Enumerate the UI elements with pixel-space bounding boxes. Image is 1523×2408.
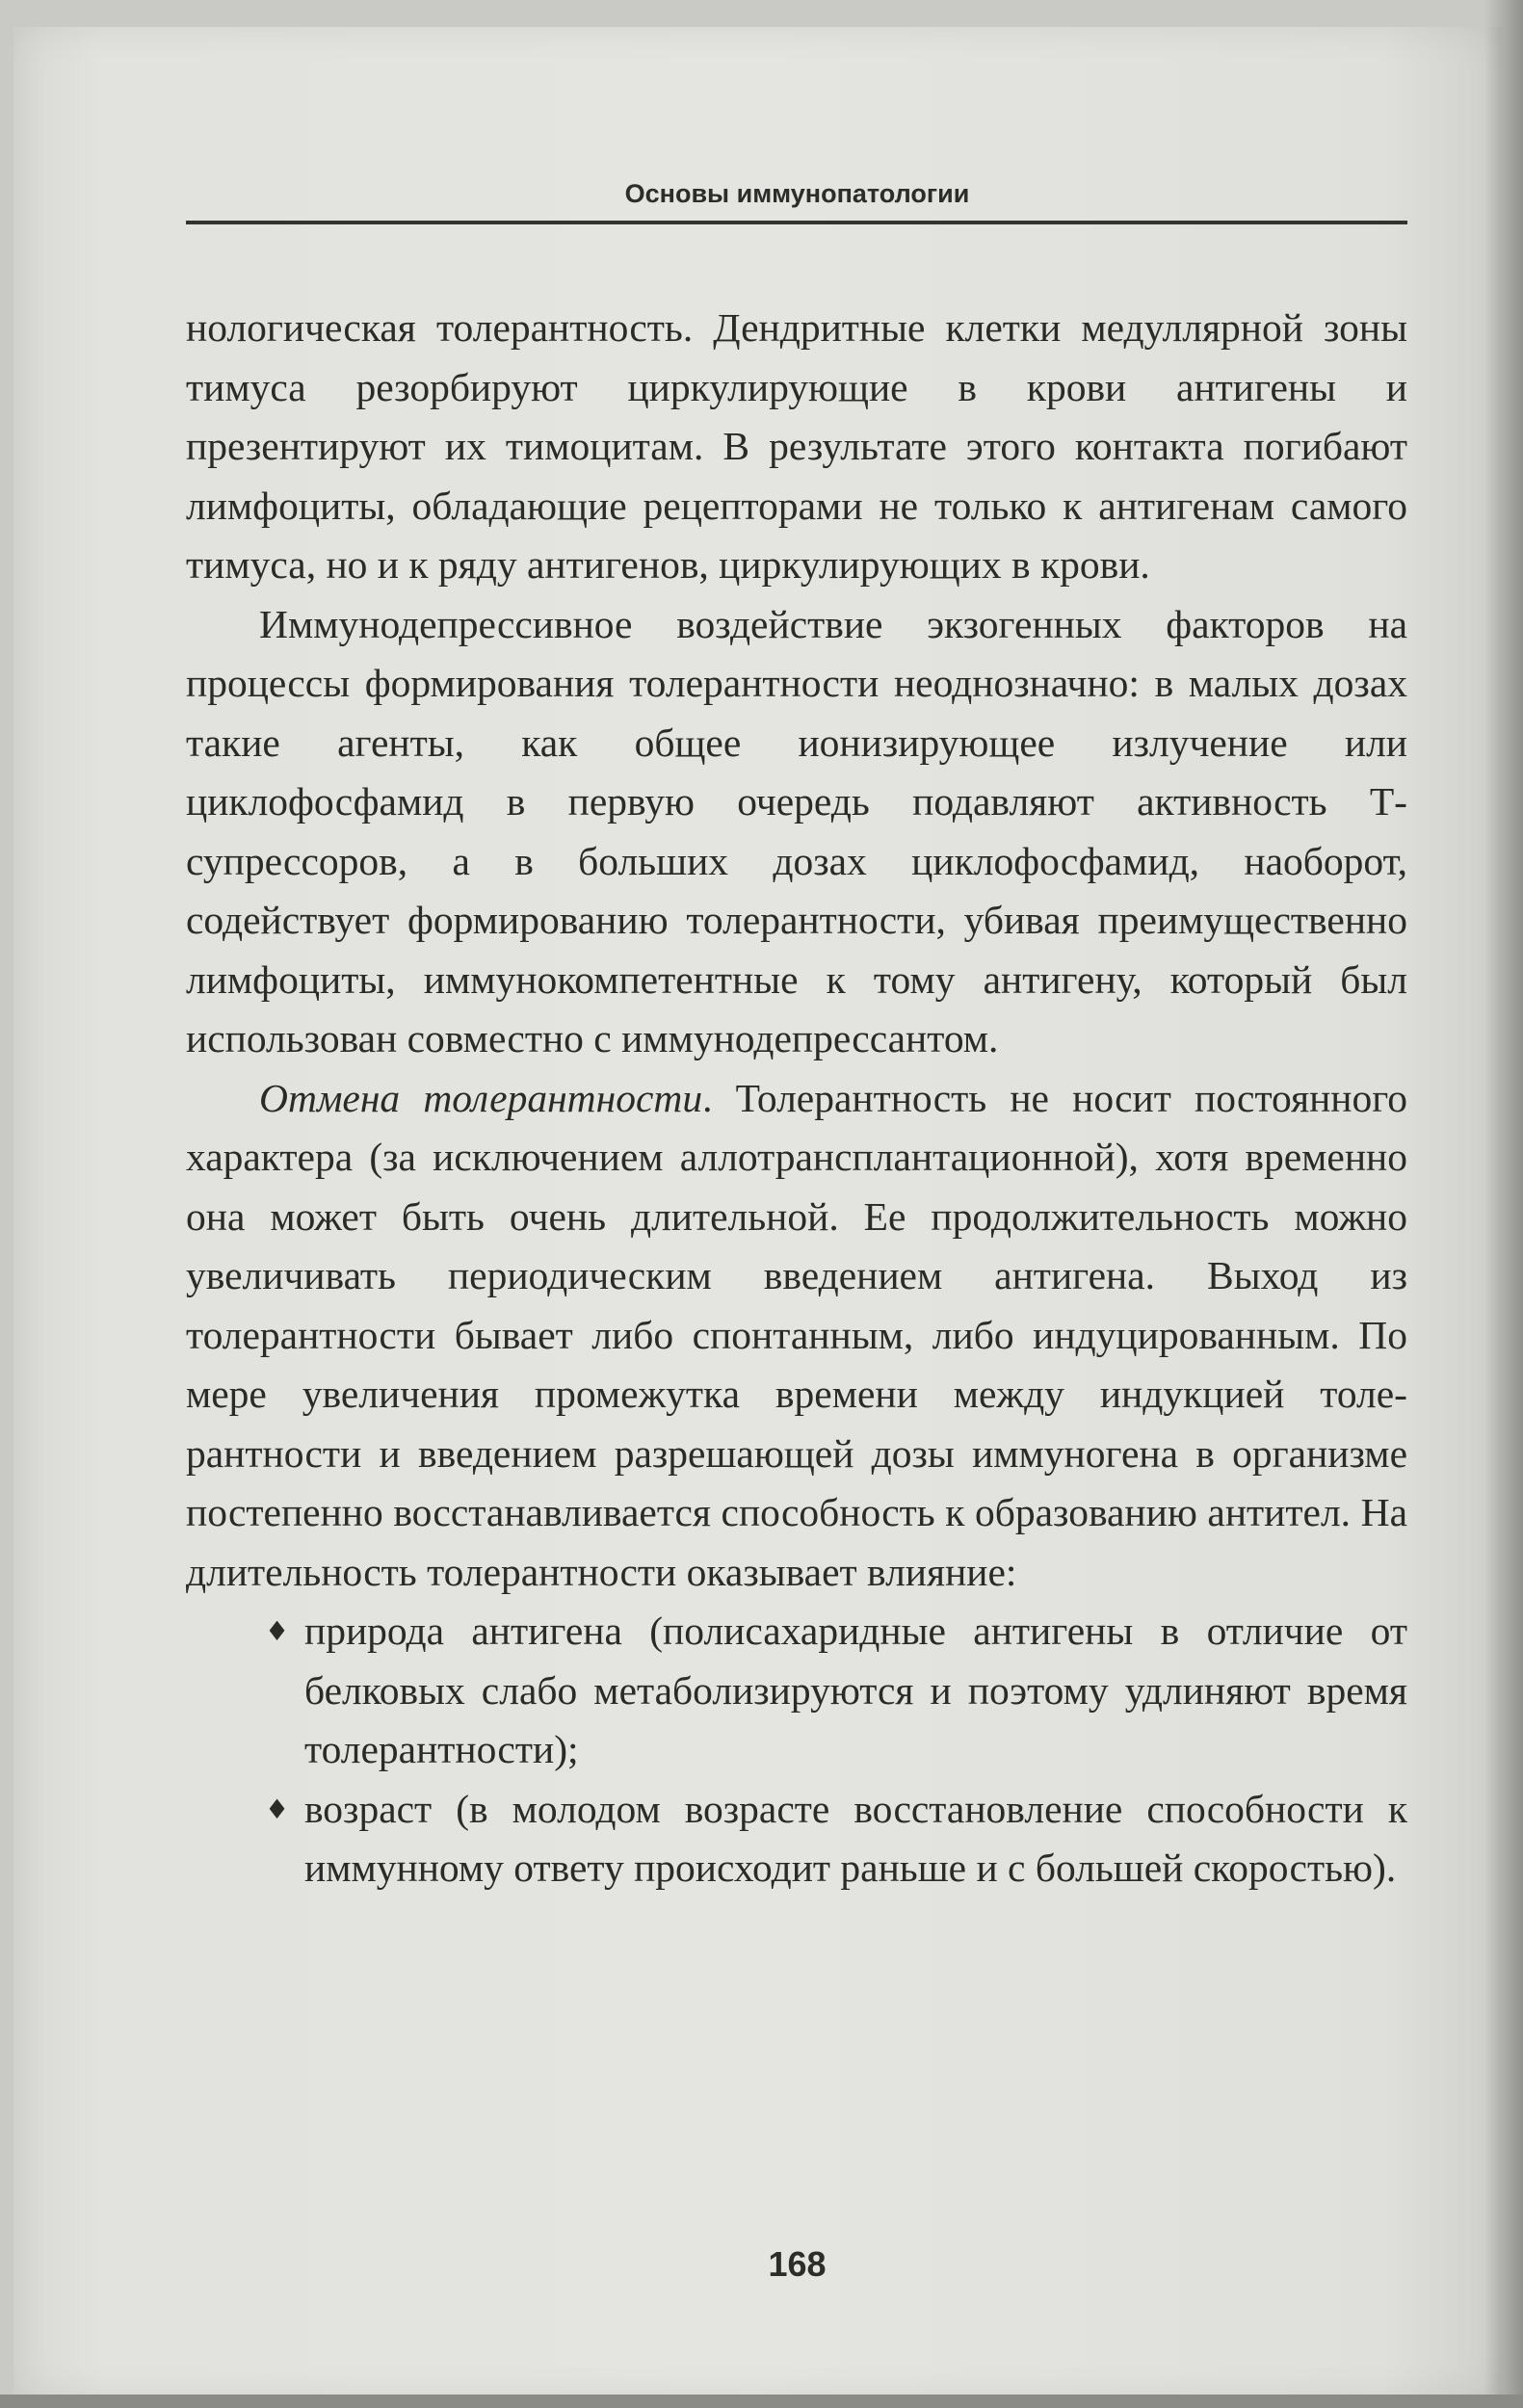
running-title: Основы иммунопатологии (624, 179, 970, 208)
list-item (186, 1780, 1407, 1898)
paragraph-3-rest: . Толерантность не носит постоянного характера (за исключением аллотрансплантационной), хотя временно она может быть очень длительной. Ее продолжительность можно увеличивать периодическим введением антигена. Выход из толерантности бывает либо спонтанным, либо индуцированным. По мере увеличения промежутка времени между индукцией толерантности и введением разрешающей дозы иммуногена в организме постепенно восстанавливается способность к образованию антител. На длительность толерантности оказывает влияние: (186, 1075, 1407, 1594)
binding-shadow (1484, 0, 1523, 2408)
scan-bottom-edge (0, 2395, 1523, 2408)
paragraph-1: нологическая толерантность. Дендритные клетки медуллярной зоны тимуса резорбируют циркулирующие в крови антигены и презентируют их тимоцитам. В результате этого контакта погибают лимфоциты, обладающие рецепторами не только к антигенам самого тимуса, но и к ряду антигенов, циркулирующих в крови. (186, 305, 1407, 587)
list-item-text: природа антигена (полисахаридные антигены в отличие от белковых слабо метаболизируются и поэтому удлиняют время толерантности); (304, 1609, 1407, 1771)
list-item (186, 1602, 1407, 1780)
diamond-bullet-icon: ♦ (265, 1615, 290, 1647)
header-rule (186, 221, 1407, 224)
paragraph-2: Иммунодепрессивное воздействие экзогенных факторов на процессы формирования толерантности неоднозначно: в малых дозах такие агенты, как общее ионизирующее излучение или циклофосфамид в первую очередь подавляют активность Т-супрессоров, а в больших дозах циклофосфамид, наоборот, содействует формированию толерантности, убивая преимущественно лимфоциты, иммунокомпетентные к тому антигену, который был использован совместно с иммунодепрессантом. (186, 601, 1407, 1060)
paragraph-3-italic-lead: Отмена толерантности (259, 1075, 703, 1120)
main-text (186, 299, 1407, 1898)
list-item-text: возраст (в молодом возрасте восстановление способности к иммунному ответу происходит раньше и с большей скоростью). (304, 1786, 1407, 1890)
diamond-bullet-icon: ♦ (265, 1793, 290, 1825)
page-number: 168 (768, 2244, 827, 2284)
paragraph-3 (186, 1069, 1407, 1603)
bullet-list (186, 1602, 1407, 1898)
